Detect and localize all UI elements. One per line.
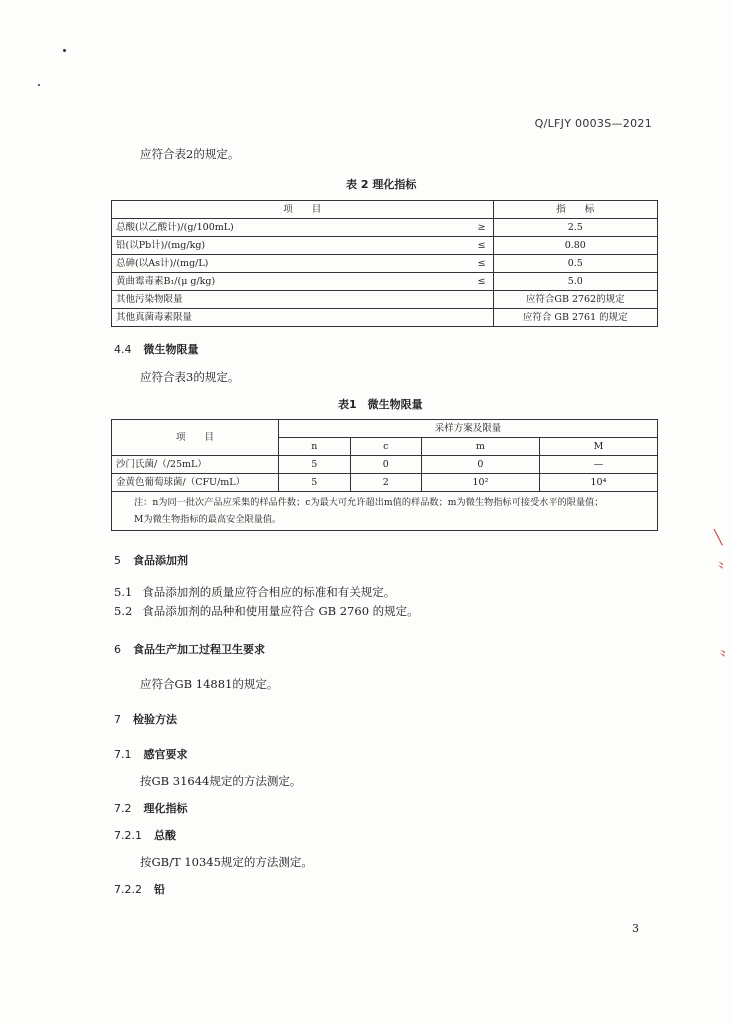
row-M: — (539, 456, 657, 474)
section-number: 7.1 (114, 748, 132, 761)
row-n: 5 (279, 474, 351, 492)
section-number: 7.2.1 (114, 829, 142, 842)
section-4-4-heading (114, 341, 199, 357)
row-item: 沙门氏菌/（/25mL） (112, 456, 279, 474)
note-line: 注：n为同一批次产品应采集的样品件数；c为最大可允许超出m值的样品数；m为微生物指标可接受水平的限量值； (134, 497, 604, 508)
table-row (112, 291, 658, 309)
col-n: n (279, 438, 351, 456)
section-7-2-2-heading (114, 881, 165, 897)
section-6-heading (114, 641, 265, 657)
header-item: 项 目 (112, 201, 494, 219)
stamp-edge-mark: ⺀ (716, 649, 730, 665)
section-5-2 (114, 603, 419, 619)
note-line: M为微生物指标的最高安全限量值。 (134, 514, 282, 525)
table-note-row (112, 492, 658, 531)
section-title: 总酸 (154, 829, 176, 842)
section-number: 7 (114, 713, 121, 726)
section-number: 7.2.2 (114, 883, 142, 896)
row-sign: ≤ (471, 255, 494, 273)
row-m: 10² (421, 474, 539, 492)
section-number: 4.4 (114, 343, 132, 356)
row-value: 5.0 (493, 273, 657, 291)
row-sign: ≤ (471, 273, 494, 291)
table-row (112, 273, 658, 291)
item-text: 食品添加剂的质量应符合相应的标准和有关规定。 (142, 585, 396, 599)
section-number: 5 (114, 554, 121, 567)
section-7-1-heading (114, 746, 188, 762)
row-m: 0 (421, 456, 539, 474)
section-title: 食品添加剂 (133, 554, 188, 567)
header-item: 项 目 (112, 420, 279, 456)
table2-caption: 表 2 理化指标 (346, 178, 417, 191)
section-7-2-heading (114, 800, 188, 816)
section-title: 食品生产加工过程卫生要求 (133, 643, 265, 656)
row-value: 应符合GB 2762的规定 (493, 291, 657, 309)
row-item: 金黄色葡萄球菌/（CFU/mL） (112, 474, 279, 492)
row-item: 其他真菌毒素限量 (112, 309, 471, 327)
section-number: 6 (114, 643, 121, 656)
section-title: 感官要求 (143, 748, 188, 761)
section-title: 铅 (154, 883, 165, 896)
section-7-heading (114, 711, 177, 727)
header-value: 指 标 (493, 201, 657, 219)
table-row (112, 219, 658, 237)
row-value: 2.5 (493, 219, 657, 237)
intro-text: 应符合表2的规定。 (140, 147, 240, 161)
section-title: 检验方法 (133, 713, 177, 726)
section-4-4-text: 应符合表3的规定。 (140, 370, 240, 384)
row-item: 黄曲霉毒素B₁/(μ g/kg) (112, 273, 471, 291)
row-value: 应符合 GB 2761 的规定 (493, 309, 657, 327)
row-value: 0.80 (493, 237, 657, 255)
table-row (112, 474, 658, 492)
table-note (112, 492, 658, 531)
section-5-heading (114, 552, 188, 568)
row-sign (471, 291, 494, 309)
row-item: 总酸(以乙酸计)/(g/100mL) (112, 219, 471, 237)
row-item: 总砷(以As计)/(mg/L) (112, 255, 471, 273)
stamp-edge-mark: ╲ (714, 530, 723, 546)
row-c: 0 (350, 456, 421, 474)
row-sign: ≤ (471, 237, 494, 255)
item-number: 5.2 (114, 604, 133, 618)
row-sign: ≥ (471, 219, 494, 237)
header-group: 采样方案及限量 (279, 420, 658, 438)
table-row (112, 309, 658, 327)
table2 (111, 200, 658, 327)
section-6-text: 应符合GB 14881的规定。 (140, 677, 279, 691)
row-item: 其他污染物限量 (112, 291, 471, 309)
scan-speck (38, 84, 40, 86)
section-7-2-1-text: 按GB/T 10345规定的方法测定。 (140, 855, 313, 869)
row-c: 2 (350, 474, 421, 492)
col-m: m (421, 438, 539, 456)
section-7-1-text: 按GB 31644规定的方法测定。 (140, 774, 302, 788)
table-row (112, 456, 658, 474)
table3-caption: 表1 微生物限量 (338, 398, 423, 411)
item-number: 5.1 (114, 585, 133, 599)
section-number: 7.2 (114, 802, 132, 815)
table3 (111, 419, 658, 531)
stamp-edge-mark: ⺀ (714, 561, 728, 577)
section-5-1 (114, 584, 395, 600)
table-header-row (112, 420, 658, 438)
col-M: M (539, 438, 657, 456)
row-n: 5 (279, 456, 351, 474)
row-sign (471, 309, 494, 327)
page-number: 3 (632, 922, 639, 935)
document-number: Q/LFJY 0003S—2021 (534, 117, 652, 130)
row-item: 铅(以Pb计)/(mg/kg) (112, 237, 471, 255)
table-row (112, 237, 658, 255)
table-row (112, 255, 658, 273)
row-value: 0.5 (493, 255, 657, 273)
col-c: c (350, 438, 421, 456)
section-title: 微生物限量 (143, 343, 199, 356)
scan-speck (63, 49, 66, 52)
row-M: 10⁴ (539, 474, 657, 492)
table-header-row (112, 201, 658, 219)
section-7-2-1-heading (114, 827, 176, 843)
section-title: 理化指标 (143, 802, 188, 815)
item-text: 食品添加剂的品种和使用量应符合 GB 2760 的规定。 (142, 604, 419, 618)
